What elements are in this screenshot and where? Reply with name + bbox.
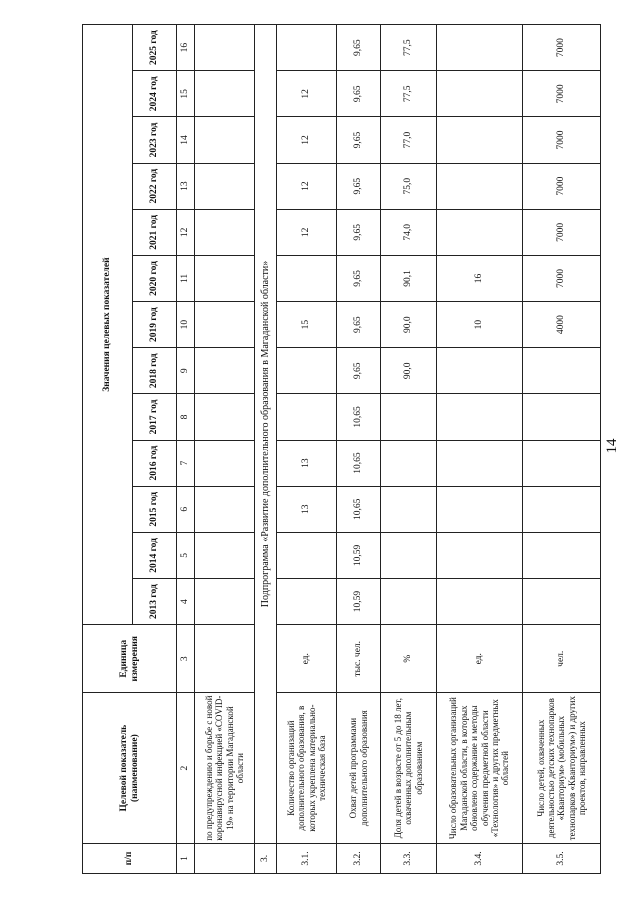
- continuation-value-cell: [195, 255, 255, 301]
- value-cell: 90,1: [381, 255, 437, 301]
- table-row: [523, 25, 601, 874]
- value-cell: [277, 25, 337, 71]
- table-row: [277, 25, 337, 874]
- section-row: [255, 25, 277, 874]
- column-number: 13: [177, 163, 195, 209]
- value-cell: [523, 578, 601, 624]
- column-number: 2: [177, 693, 195, 844]
- column-number: 16: [177, 25, 195, 71]
- row-unit: ед.: [277, 625, 337, 693]
- row-name: Число образовательных организаций Магаданской области, в которых обновлено содержание и методы обучения предметной области «Технология» и других предметных областей: [437, 693, 523, 844]
- header-year: 2014 год: [133, 532, 177, 578]
- column-number: 12: [177, 209, 195, 255]
- section-title: Подпрограмма «Развитие дополнительного образования в Магаданской области»: [255, 25, 277, 844]
- row-unit: %: [381, 625, 437, 693]
- value-cell: [381, 440, 437, 486]
- value-cell: [437, 209, 523, 255]
- page-number: 14: [604, 438, 620, 454]
- value-cell: 10,65: [337, 394, 381, 440]
- value-cell: [437, 394, 523, 440]
- continuation-value-cell: [195, 71, 255, 117]
- value-cell: [523, 348, 601, 394]
- row-number: 3.1.: [277, 843, 337, 873]
- value-cell: [437, 117, 523, 163]
- continuation-row: [195, 25, 255, 874]
- continuation-value-cell: [195, 578, 255, 624]
- value-cell: 16: [437, 255, 523, 301]
- value-cell: [437, 348, 523, 394]
- row-number: 3.4.: [437, 843, 523, 873]
- row-number: 3.3.: [381, 843, 437, 873]
- value-cell: [277, 348, 337, 394]
- continuation-value-cell: [195, 163, 255, 209]
- row-unit: ед.: [437, 625, 523, 693]
- header-year: 2015 год: [133, 486, 177, 532]
- header-year: 2018 год: [133, 348, 177, 394]
- value-cell: 77,5: [381, 71, 437, 117]
- value-cell: [381, 486, 437, 532]
- column-number: 4: [177, 578, 195, 624]
- value-cell: [523, 532, 601, 578]
- header-year: 2021 год: [133, 209, 177, 255]
- value-cell: 90,0: [381, 348, 437, 394]
- header-year: 2025 год: [133, 25, 177, 71]
- header-year: 2019 год: [133, 302, 177, 348]
- value-cell: 12: [277, 163, 337, 209]
- value-cell: 74,0: [381, 209, 437, 255]
- value-cell: 9,65: [337, 302, 381, 348]
- value-cell: 9,65: [337, 25, 381, 71]
- value-cell: 7000: [523, 25, 601, 71]
- value-cell: 77,5: [381, 25, 437, 71]
- continuation-value-cell: [195, 302, 255, 348]
- value-cell: [277, 532, 337, 578]
- value-cell: 10: [437, 302, 523, 348]
- value-cell: 13: [277, 440, 337, 486]
- header-year: 2023 год: [133, 117, 177, 163]
- value-cell: 7000: [523, 209, 601, 255]
- header-num: п/п: [83, 843, 177, 873]
- value-cell: [277, 394, 337, 440]
- continuation-value-cell: [195, 532, 255, 578]
- value-cell: 12: [277, 209, 337, 255]
- value-cell: [437, 532, 523, 578]
- value-cell: [437, 163, 523, 209]
- row-unit: чел.: [523, 625, 601, 693]
- column-number: 14: [177, 117, 195, 163]
- value-cell: [277, 578, 337, 624]
- value-cell: 9,65: [337, 71, 381, 117]
- continuation-num: [195, 843, 255, 873]
- value-cell: 4000: [523, 302, 601, 348]
- header-year: 2022 год: [133, 163, 177, 209]
- continuation-value-cell: [195, 117, 255, 163]
- column-number: 9: [177, 348, 195, 394]
- value-cell: [523, 486, 601, 532]
- column-number: 5: [177, 532, 195, 578]
- column-number: 1: [177, 843, 195, 873]
- header-year: 2024 год: [133, 71, 177, 117]
- value-cell: [437, 25, 523, 71]
- row-name: Доля детей в возрасте от 5 до 18 лет, охваченных дополнительным образованием: [381, 693, 437, 844]
- value-cell: 7000: [523, 117, 601, 163]
- value-cell: [523, 394, 601, 440]
- value-cell: [437, 578, 523, 624]
- value-cell: [437, 440, 523, 486]
- value-cell: 13: [277, 486, 337, 532]
- row-name: Количество организаций дополнительного образования, в которых укреплена материально-техническая база: [277, 693, 337, 844]
- value-cell: [277, 255, 337, 301]
- header-unit: Единица измерения: [83, 625, 177, 693]
- continuation-value-cell: [195, 440, 255, 486]
- row-name: Число детей, охваченных деятельностью детских технопарков «Кванториум» (мобильных технопарков «Кванториум») и других проектов, направленных: [523, 693, 601, 844]
- value-cell: 10,59: [337, 532, 381, 578]
- column-number: 11: [177, 255, 195, 301]
- value-cell: [437, 486, 523, 532]
- header-row-top: [83, 25, 133, 874]
- value-cell: [523, 440, 601, 486]
- value-cell: 7000: [523, 71, 601, 117]
- continuation-value-cell: [195, 394, 255, 440]
- value-cell: 75,0: [381, 163, 437, 209]
- value-cell: 9,65: [337, 209, 381, 255]
- row-number: 3.5.: [523, 843, 601, 873]
- value-cell: 12: [277, 71, 337, 117]
- row-unit: тыс. чел.: [337, 625, 381, 693]
- value-cell: 10,59: [337, 578, 381, 624]
- column-number: 8: [177, 394, 195, 440]
- continuation-value-cell: [195, 486, 255, 532]
- continuation-value-cell: [195, 348, 255, 394]
- value-cell: [437, 71, 523, 117]
- value-cell: [381, 578, 437, 624]
- value-cell: 77,0: [381, 117, 437, 163]
- header-year: 2020 год: [133, 255, 177, 301]
- value-cell: 10,65: [337, 440, 381, 486]
- column-number: 3: [177, 625, 195, 693]
- value-cell: [381, 394, 437, 440]
- section-number: 3.: [255, 843, 277, 873]
- row-name: Охват детей программами дополнительного образования: [337, 693, 381, 844]
- continuation-value-cell: [195, 25, 255, 71]
- continuation-unit: [195, 625, 255, 693]
- header-name: Целевой показатель (наименование): [83, 693, 177, 844]
- value-cell: 10,65: [337, 486, 381, 532]
- value-cell: 9,65: [337, 348, 381, 394]
- header-year: 2017 год: [133, 394, 177, 440]
- value-cell: 9,65: [337, 163, 381, 209]
- table-row: [437, 25, 523, 874]
- column-number: 6: [177, 486, 195, 532]
- continuation-value-cell: [195, 209, 255, 255]
- column-number: 15: [177, 71, 195, 117]
- value-cell: 9,65: [337, 117, 381, 163]
- value-cell: [381, 532, 437, 578]
- column-number: 7: [177, 440, 195, 486]
- target-indicators-table: [82, 24, 601, 874]
- value-cell: 7000: [523, 163, 601, 209]
- continuation-name: по предупреждению и борьбе с новой коронавирусной инфекцией «COVID-19» на территории Магаданской области: [195, 693, 255, 844]
- value-cell: 7000: [523, 255, 601, 301]
- value-cell: 90,0: [381, 302, 437, 348]
- value-cell: 15: [277, 302, 337, 348]
- header-values: Значения целевых показателей: [83, 25, 133, 625]
- header-year: 2013 год: [133, 578, 177, 624]
- column-numbers-row: [177, 25, 195, 874]
- table-row: [337, 25, 381, 874]
- column-number: 10: [177, 302, 195, 348]
- row-number: 3.2.: [337, 843, 381, 873]
- table-row: [381, 25, 437, 874]
- header-year: 2016 год: [133, 440, 177, 486]
- rotated-table-wrapper: [82, 24, 600, 874]
- value-cell: 12: [277, 117, 337, 163]
- value-cell: 9,65: [337, 255, 381, 301]
